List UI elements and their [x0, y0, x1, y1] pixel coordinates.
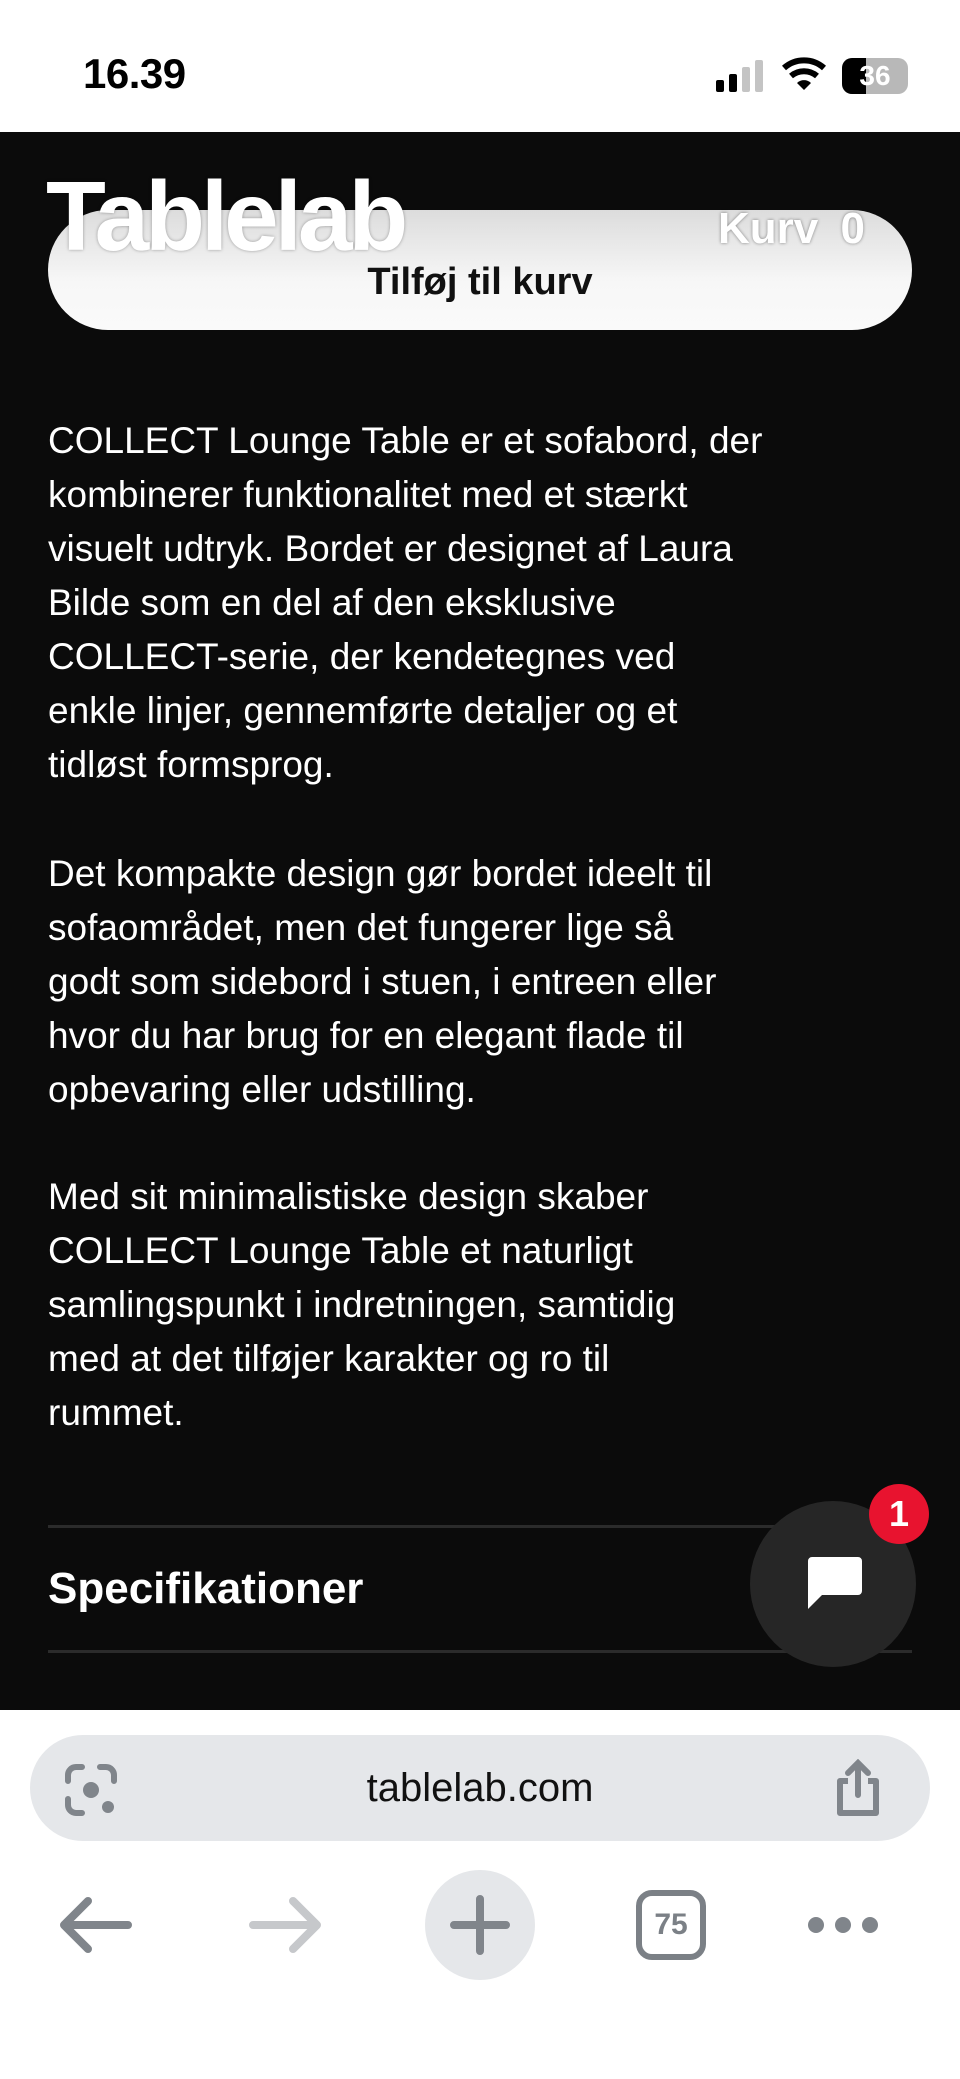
description-paragraph [48, 414, 762, 792]
battery-level: 36 [859, 60, 891, 91]
text-line: visuelt udtryk. Bordet er designet af Laura [48, 528, 733, 569]
text-line: COLLECT Lounge Table et naturligt [48, 1230, 633, 1271]
status-bar [0, 0, 960, 132]
share-icon[interactable] [830, 1759, 886, 1819]
description-paragraph [48, 847, 716, 1117]
more-menu-button[interactable] [788, 1870, 898, 1980]
text-line: sofaområdet, men det fungerer lige så [48, 907, 674, 948]
text-line: opbevaring eller udstilling. [48, 1069, 476, 1110]
text-line: samlingspunkt i indretningen, samtidig [48, 1284, 676, 1325]
cart-label: Kurv [718, 204, 819, 253]
text-line: Bilde som en del af den eksklusive [48, 582, 616, 623]
text-line: Det kompakte design gør bordet ideelt til [48, 853, 713, 894]
cart-link[interactable] [718, 204, 865, 254]
text-line: rummet. [48, 1392, 184, 1433]
text-line: hvor du har brug for en elegant flade til [48, 1015, 684, 1056]
forward-button[interactable] [231, 1870, 341, 1980]
tab-count: 75 [636, 1890, 706, 1960]
description-paragraph [48, 1170, 675, 1440]
chat-notification-badge: 1 [869, 1484, 929, 1544]
back-button[interactable] [40, 1870, 150, 1980]
status-time: 16.39 [83, 50, 186, 97]
text-line: Med sit minimalistiske design skaber [48, 1176, 649, 1217]
wifi-icon [782, 56, 826, 92]
cellular-signal-icon [716, 60, 763, 92]
add-to-cart-button[interactable]: Tilføj til kurv [48, 210, 912, 330]
site-logo[interactable]: Tablelab [46, 161, 405, 271]
new-tab-button[interactable] [425, 1870, 535, 1980]
cart-count: 0 [840, 204, 865, 253]
text-line: enkle linjer, gennemførte detaljer og et [48, 690, 678, 731]
chat-bubble-icon [802, 1553, 864, 1615]
address-bar[interactable] [30, 1735, 930, 1841]
arrow-left-icon [58, 1895, 132, 1955]
text-line: med at det tilføjer karakter og ro til [48, 1338, 610, 1379]
web-page [0, 132, 960, 1710]
specifications-accordion[interactable]: Specifikationer [48, 1564, 364, 1613]
battery-icon [842, 58, 908, 94]
url-text[interactable]: tablelab.com [366, 1766, 594, 1810]
text-line: godt som sidebord i stuen, i entreen eller [48, 961, 717, 1002]
plus-icon [450, 1895, 510, 1955]
text-line: tidløst formsprog. [48, 744, 334, 785]
text-line: COLLECT-serie, der kendetegnes ved [48, 636, 676, 677]
tab-switcher-button[interactable] [616, 1870, 726, 1980]
arrow-right-icon [249, 1895, 323, 1955]
more-dots-icon [806, 1915, 880, 1935]
text-line: kombinerer funktionalitet med et stærkt [48, 474, 688, 515]
text-line: COLLECT Lounge Table er et sofabord, der [48, 420, 763, 461]
